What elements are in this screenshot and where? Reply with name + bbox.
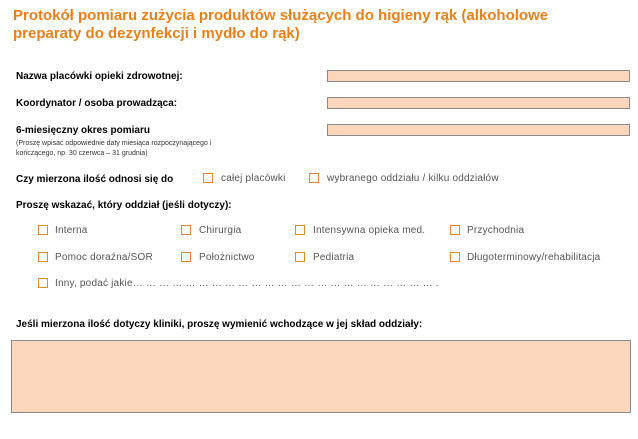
selected-wards-checkbox[interactable]	[309, 173, 319, 183]
whole-facility-checkbox[interactable]	[203, 173, 213, 183]
ward-obstetrics-label: Położnictwo	[199, 252, 255, 263]
facility-name-field[interactable]	[327, 70, 630, 82]
coordinator-field[interactable]	[327, 97, 630, 109]
ward-longterm-checkbox[interactable]	[450, 252, 460, 262]
ward-other-label: Inny, podać jakie… … … … … … … … … … … … … … … … … … … … … … … .	[55, 278, 439, 289]
clinic-wards-textarea[interactable]	[11, 340, 631, 413]
facility-name-label: Nazwa placówki opieki zdrowotnej:	[16, 71, 183, 82]
ward-intensive-care-label: Intensywna opieka med.	[313, 225, 426, 236]
selected-wards-label: wybranego oddziału / kilku oddziałów	[327, 173, 499, 184]
ward-pediatrics-label: Pediatria	[313, 252, 355, 263]
ward-pediatrics-checkbox[interactable]	[295, 252, 305, 262]
coordinator-label: Koordynator / osoba prowadząca:	[16, 98, 178, 109]
ward-intensive-care-checkbox[interactable]	[295, 225, 305, 235]
ward-outpatient-label: Przychodnia	[467, 225, 525, 236]
ward-obstetrics-checkbox[interactable]	[181, 252, 191, 262]
form-title: Protokół pomiaru zużycia produktów służących do higieny rąk (alkoholowe preparaty do dezynfekcji i mydło do rąk)	[13, 7, 549, 42]
period-label: 6-miesięczny okres pomiaru	[16, 125, 150, 136]
scope-question: Czy mierzona ilość odnosi się do	[16, 174, 174, 185]
ward-interna-label: Interna	[55, 225, 88, 236]
ward-chirurgia-label: Chirurgia	[199, 225, 242, 236]
ward-other-checkbox[interactable]	[38, 278, 48, 288]
period-field[interactable]	[327, 124, 630, 136]
whole-facility-label: całej placówki	[221, 173, 286, 184]
period-hint-line-1: (Proszę wpisać odpowiednie daty miesiąca rozpoczynającego i	[16, 140, 212, 147]
ward-interna-checkbox[interactable]	[38, 225, 48, 235]
ward-emergency-checkbox[interactable]	[38, 252, 48, 262]
ward-emergency-label: Pomoc doraźna/SOR	[55, 252, 153, 263]
ward-question: Proszę wskazać, który oddział (jeśli dotyczy):	[16, 200, 232, 211]
ward-outpatient-checkbox[interactable]	[450, 225, 460, 235]
clinic-question: Jeśli mierzona ilość dotyczy kliniki, proszę wymienić wchodzące w jej skład oddziały:	[16, 319, 423, 330]
ward-chirurgia-checkbox[interactable]	[181, 225, 191, 235]
ward-longterm-label: Długoterminowy/rehabilitacja	[467, 252, 601, 263]
period-hint-line-2: kończącego, np. 30 czerwca – 31 grudnia)	[16, 150, 148, 157]
